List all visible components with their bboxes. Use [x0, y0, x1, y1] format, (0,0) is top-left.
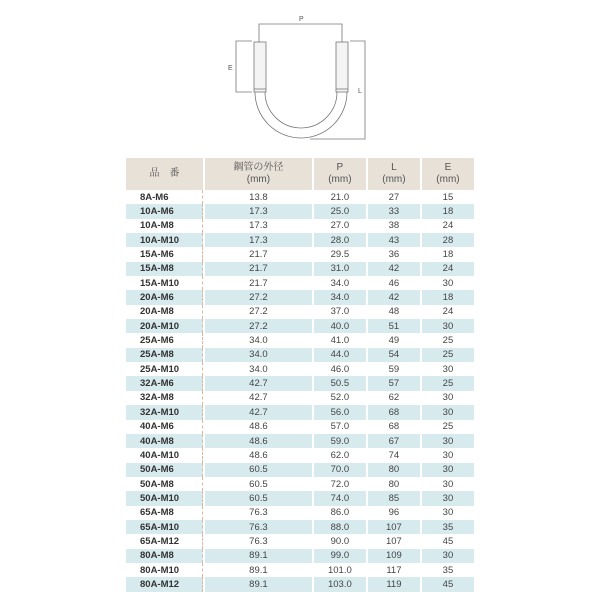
pipe-diameter: 48.6: [249, 421, 268, 433]
p-value: 46.0: [330, 363, 350, 375]
table-row: [126, 305, 474, 319]
table-row: [126, 233, 474, 247]
p-value: 59.0: [314, 434, 366, 448]
part-number: 50A-M8: [126, 477, 203, 491]
pipe-diameter: 21.7: [249, 277, 268, 289]
part-number: 65A-M8: [126, 506, 203, 520]
l-value: 107: [368, 520, 420, 534]
l-value: 48: [388, 306, 400, 318]
header-unit: (mm): [436, 174, 460, 185]
e-value: 25: [442, 421, 454, 433]
p-value: 86.0: [330, 507, 350, 519]
table-row: [126, 477, 474, 491]
e-value: 30: [442, 363, 454, 375]
part-number: 50A-M6: [126, 463, 203, 477]
e-value: 28: [422, 233, 474, 247]
l-value: 117: [386, 564, 402, 576]
header-label: 品 番: [149, 168, 180, 179]
p-value: 70.0: [314, 463, 366, 477]
table-row: [126, 219, 474, 233]
pipe-diameter: 17.3: [205, 233, 312, 247]
l-value: 80: [368, 463, 420, 477]
right-thread: [336, 42, 348, 92]
part-number: 80A-M10: [126, 563, 203, 577]
part-number: 20A-M10: [126, 319, 203, 333]
part-number: 40A-M8: [126, 434, 203, 448]
p-value: 25.0: [314, 204, 366, 218]
pipe-diameter: 27.2: [205, 290, 312, 304]
p-value: 37.0: [330, 306, 350, 318]
pipe-diameter: 34.0: [249, 363, 268, 375]
e-value: 30: [422, 549, 474, 563]
l-value: 42: [368, 290, 420, 304]
part-number: 40A-M6: [126, 420, 203, 434]
part-number: 65A-M10: [126, 520, 203, 534]
pipe-diameter: 21.7: [205, 262, 312, 276]
pipe-diameter: 27.2: [249, 306, 268, 318]
pipe-diameter: 48.6: [249, 449, 268, 461]
e-value: 30: [442, 277, 454, 289]
p-label: P: [299, 16, 304, 23]
e-value: 30: [442, 478, 454, 490]
table-row: [126, 563, 474, 577]
l-value: 46: [388, 277, 400, 289]
p-value: 57.0: [330, 421, 350, 433]
p-value: 21.0: [330, 191, 350, 203]
header-e: [422, 158, 474, 190]
u-bolt-diagram: [215, 0, 390, 155]
pipe-diameter: 34.0: [249, 335, 268, 347]
part-number: 40A-M10: [126, 448, 203, 462]
table-row: [126, 577, 474, 591]
table-row: [126, 290, 474, 304]
header-unit: (mm): [246, 174, 271, 185]
pipe-diameter: 21.7: [249, 249, 268, 261]
l-value: 27: [388, 191, 400, 203]
header-unit: (mm): [382, 174, 406, 185]
table-row: [126, 420, 474, 434]
e-value: 15: [442, 191, 454, 203]
part-number: 80A-M8: [126, 549, 203, 563]
e-value: 30: [422, 463, 474, 477]
l-value: 57: [368, 376, 420, 390]
e-value: 25: [422, 376, 474, 390]
e-value: 24: [442, 220, 454, 232]
part-number: 20A-M8: [126, 305, 203, 319]
e-value: 35: [442, 564, 454, 576]
table-row: [126, 534, 474, 548]
part-number: 32A-M10: [126, 405, 203, 419]
l-value: 38: [388, 220, 400, 232]
e-value: 24: [422, 262, 474, 276]
part-number: 15A-M6: [126, 247, 203, 261]
header-part-number: [126, 158, 203, 190]
pipe-diameter: 42.7: [205, 405, 312, 419]
part-number: 10A-M6: [126, 204, 203, 218]
pipe-diameter: 34.0: [205, 348, 312, 362]
l-value: 80: [388, 478, 400, 490]
l-value: 59: [388, 363, 400, 375]
table-row: [126, 463, 474, 477]
p-value: 101.0: [327, 564, 352, 576]
l-value: 96: [388, 507, 400, 519]
table-row: [126, 520, 474, 534]
l-value: 68: [368, 405, 420, 419]
pipe-diameter: 76.3: [249, 507, 268, 519]
table-row: [126, 405, 474, 419]
header-pipe-diameter: [205, 158, 312, 190]
header-label: E: [444, 162, 452, 173]
l-value: 43: [368, 233, 420, 247]
table-row: [126, 434, 474, 448]
p-value: 34.0: [330, 277, 350, 289]
pipe-diameter: 27.2: [205, 319, 312, 333]
l-value: 33: [368, 204, 420, 218]
l-value: 119: [368, 577, 420, 591]
table-row: [126, 190, 474, 204]
l-value: 107: [385, 535, 402, 547]
table-row: [126, 204, 474, 218]
pipe-diameter: 60.5: [249, 478, 268, 490]
e-value: 30: [422, 405, 474, 419]
l-value: 36: [388, 249, 400, 261]
e-value: 18: [422, 204, 474, 218]
e-value: 25: [442, 335, 454, 347]
table-row: [126, 362, 474, 376]
e-value: 24: [442, 306, 454, 318]
pipe-diameter: 89.1: [205, 549, 312, 563]
p-value: 103.0: [314, 577, 366, 591]
e-value: 30: [422, 319, 474, 333]
header-label: L: [391, 162, 397, 173]
l-value: 85: [368, 491, 420, 505]
l-value: 62: [388, 392, 400, 404]
table-row: [126, 247, 474, 261]
left-thread: [254, 42, 266, 92]
pipe-diameter: 60.5: [205, 491, 312, 505]
part-number: 32A-M8: [126, 391, 203, 405]
table-row: [126, 333, 474, 347]
table-row: [126, 276, 474, 290]
l-value: 42: [368, 262, 420, 276]
e-value: 30: [442, 392, 454, 404]
pipe-diameter: 17.3: [249, 220, 268, 232]
pipe-diameter: 89.1: [205, 577, 312, 591]
p-value: 34.0: [314, 290, 366, 304]
p-value: 27.0: [330, 220, 350, 232]
table-row: [126, 448, 474, 462]
e-value: 30: [442, 507, 454, 519]
table-row: [126, 391, 474, 405]
pipe-diameter: 42.7: [205, 376, 312, 390]
part-number: 15A-M8: [126, 262, 203, 276]
e-value: 45: [422, 577, 474, 591]
p-value: 41.0: [330, 335, 350, 347]
part-number: 10A-M8: [126, 219, 203, 233]
p-value: 29.5: [330, 249, 350, 261]
table-row: [126, 506, 474, 520]
e-dimension-line: [236, 41, 252, 92]
p-value: 40.0: [314, 319, 366, 333]
part-number: 80A-M12: [126, 577, 203, 591]
part-number: 8A-M6: [126, 190, 203, 204]
header-l: [368, 158, 420, 190]
p-value: 90.0: [330, 535, 350, 547]
header-p: [314, 158, 366, 190]
l-value: 109: [368, 549, 420, 563]
e-value: 25: [422, 348, 474, 362]
p-value: 99.0: [314, 549, 366, 563]
l-value: 49: [388, 335, 400, 347]
p-value: 72.0: [330, 478, 350, 490]
part-number: 32A-M6: [126, 376, 203, 390]
pipe-diameter: 17.3: [205, 204, 312, 218]
e-value: 45: [442, 535, 454, 547]
table-row: [126, 348, 474, 362]
pipe-diameter: 76.3: [249, 535, 268, 547]
p-dimension-line: [259, 24, 342, 42]
pipe-diameter: 89.1: [249, 564, 268, 576]
pipe-diameter: 42.7: [249, 392, 268, 404]
e-value: 18: [422, 290, 474, 304]
part-number: 10A-M10: [126, 233, 203, 247]
p-value: 31.0: [314, 262, 366, 276]
p-value: 52.0: [330, 392, 350, 404]
e-label: E: [228, 65, 233, 72]
l-value: 68: [388, 421, 400, 433]
p-value: 74.0: [314, 491, 366, 505]
part-number: 15A-M10: [126, 276, 203, 290]
e-value: 18: [442, 249, 454, 261]
p-value: 62.0: [330, 449, 350, 461]
part-number: 25A-M8: [126, 348, 203, 362]
u-bolt-outline: [255, 42, 347, 138]
p-value: 44.0: [314, 348, 366, 362]
p-value: 50.5: [314, 376, 366, 390]
l-value: 74: [388, 449, 400, 461]
part-number: 50A-M10: [126, 491, 203, 505]
l-label: L: [358, 88, 362, 95]
table-row: [126, 549, 474, 563]
e-value: 30: [442, 449, 454, 461]
l-value: 54: [368, 348, 420, 362]
header-label: P: [336, 162, 344, 173]
pipe-diameter: 13.8: [249, 191, 268, 203]
l-value: 51: [368, 319, 420, 333]
pipe-diameter: 60.5: [205, 463, 312, 477]
l-value: 67: [368, 434, 420, 448]
part-number: 20A-M6: [126, 290, 203, 304]
part-number: 25A-M10: [126, 362, 203, 376]
header-label: 鋼管の外径: [233, 162, 284, 173]
part-number: 25A-M6: [126, 333, 203, 347]
table-row: [126, 491, 474, 505]
e-value: 30: [422, 491, 474, 505]
e-value: 35: [422, 520, 474, 534]
spec-table: [124, 158, 476, 592]
p-value: 88.0: [314, 520, 366, 534]
table-row: [126, 319, 474, 333]
header-unit: (mm): [328, 174, 352, 185]
table-row: [126, 262, 474, 276]
part-number: 65A-M12: [126, 534, 203, 548]
p-value: 28.0: [314, 233, 366, 247]
e-value: 30: [422, 434, 474, 448]
pipe-diameter: 48.6: [205, 434, 312, 448]
pipe-diameter: 76.3: [205, 520, 312, 534]
table-row: [126, 376, 474, 390]
p-value: 56.0: [314, 405, 366, 419]
